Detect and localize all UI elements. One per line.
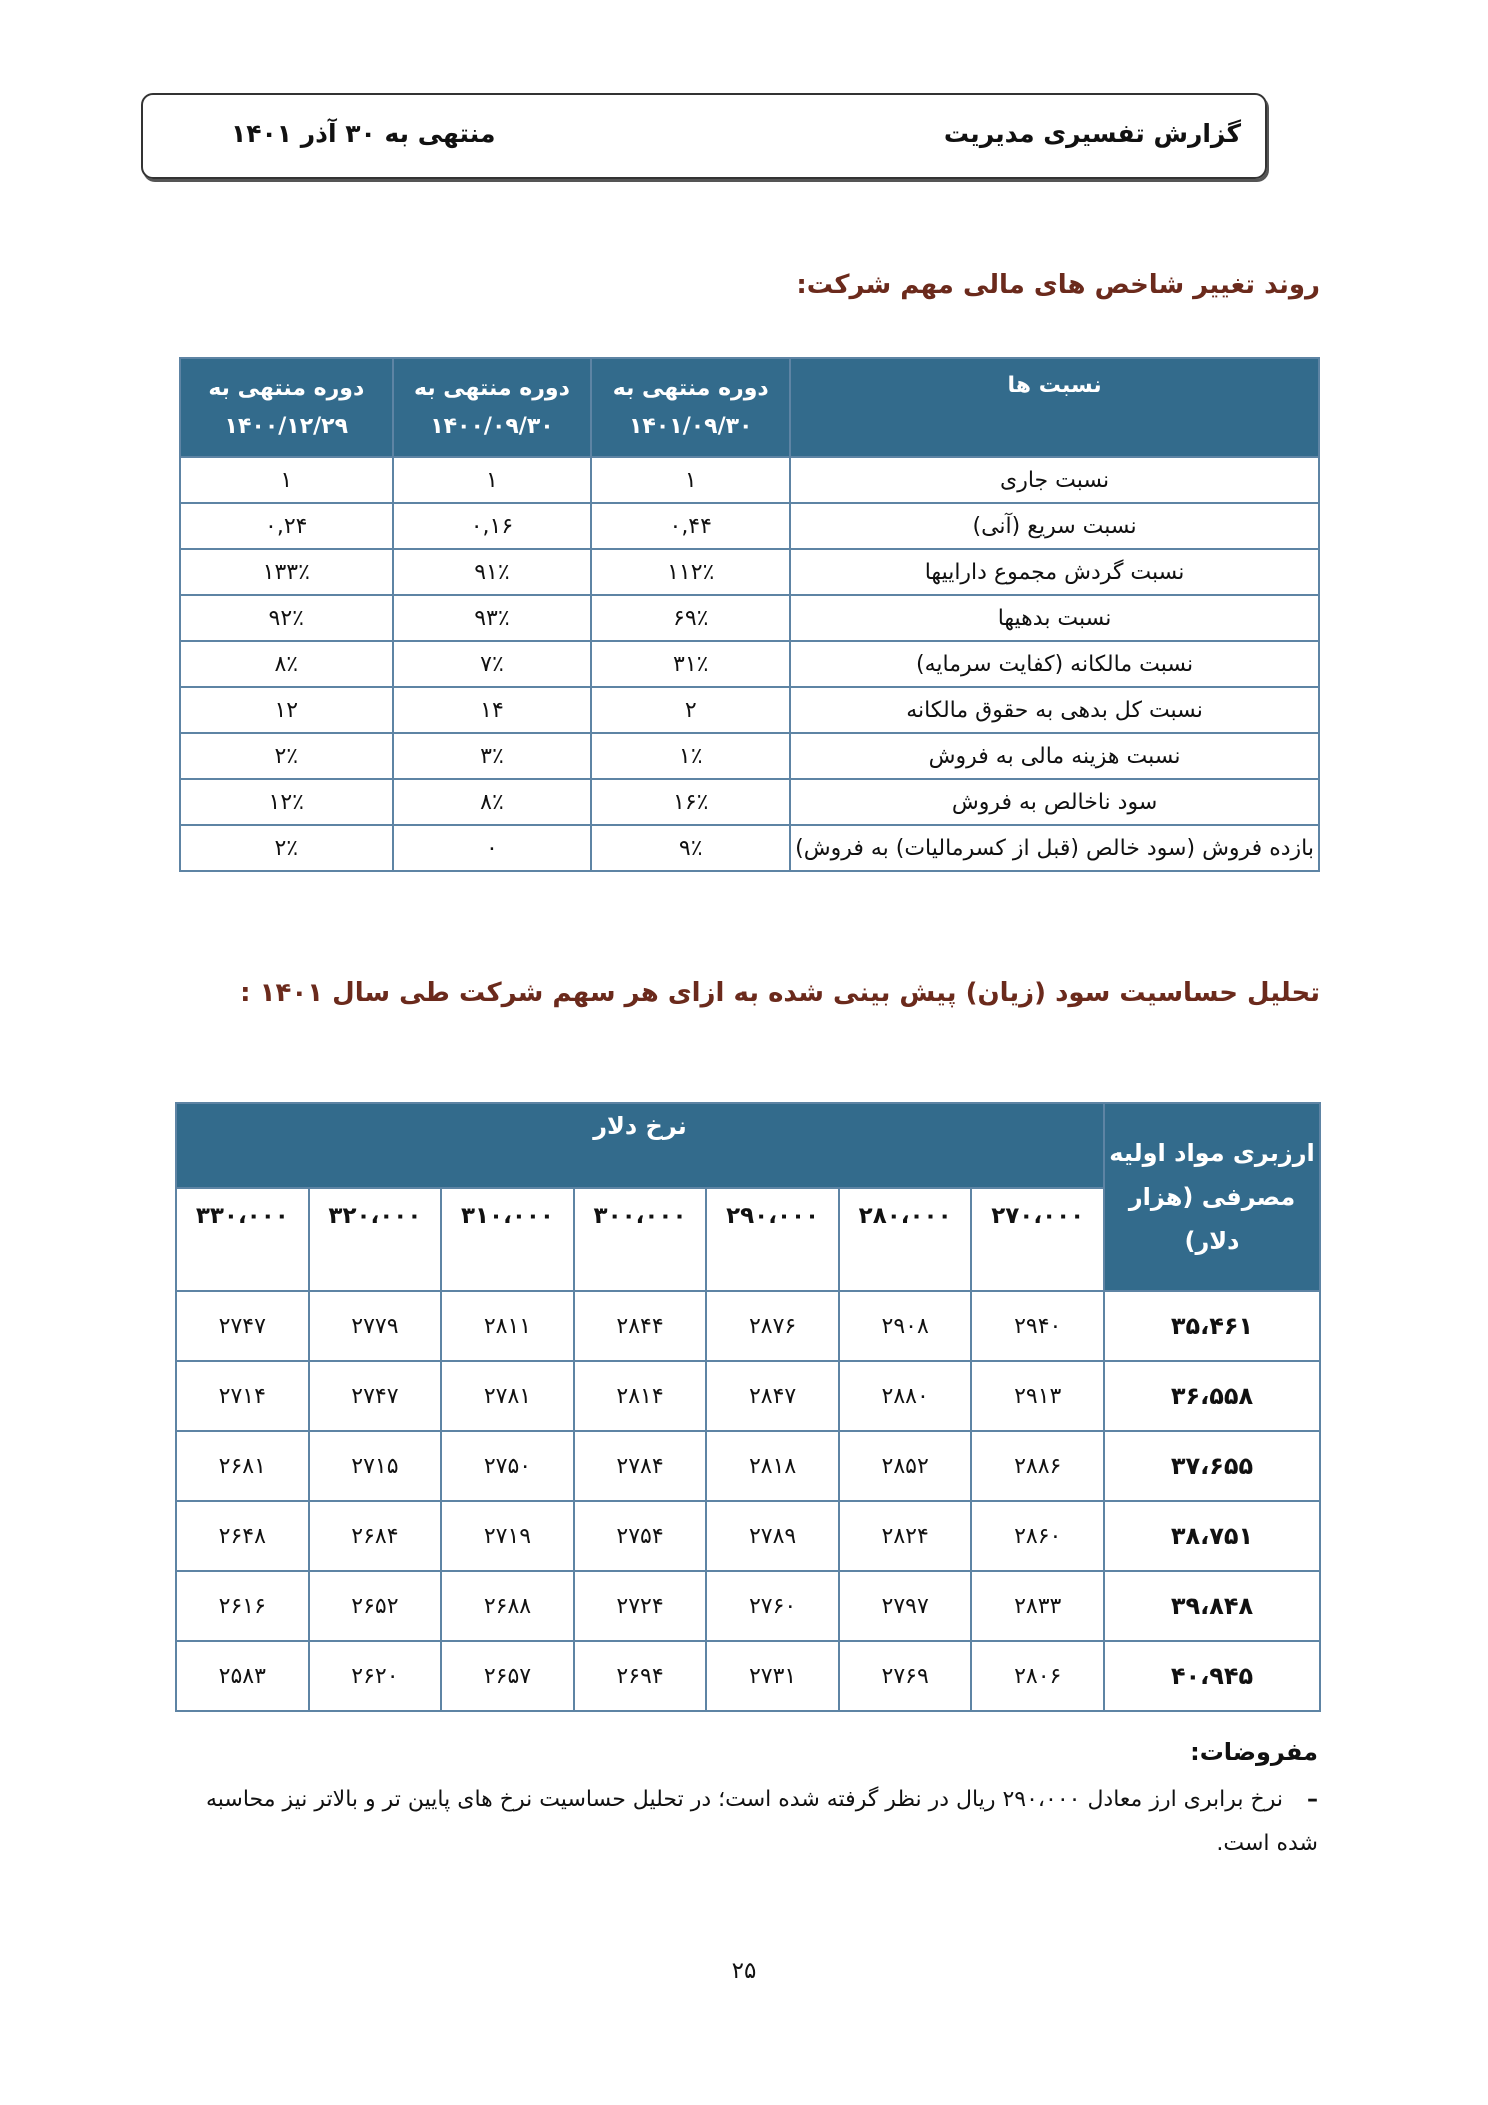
report-header (141, 93, 1267, 179)
ratios-table (179, 357, 1320, 872)
ratio-value: ۲ (591, 687, 790, 733)
eps-value: ۲۶۵۲ (309, 1571, 442, 1641)
ratio-name: نسبت هزینه مالی به فروش (790, 733, 1319, 779)
ratio-value: ۶۹٪ (591, 595, 790, 641)
sensitivity-title: تحلیل حساسیت سود (زیان) پیش بینی شده به ازای هر سهم شرکت طی سال ۱۴۰۱ : (240, 978, 1320, 1008)
table-row (180, 825, 1319, 871)
assumptions-title: مفروضات: (1190, 1738, 1318, 1766)
ratio-value: ۸٪ (393, 779, 592, 825)
ratio-name: نسبت کل بدهی به حقوق مالکانه (790, 687, 1319, 733)
table-row (176, 1641, 1320, 1711)
eps-value: ۲۶۸۸ (441, 1571, 574, 1641)
table-row (180, 641, 1319, 687)
ratio-name: نسبت سریع (آنی) (790, 503, 1319, 549)
ratios-title: روند تغییر شاخص های مالی مهم شرکت: (796, 270, 1320, 300)
col-header-1400-12: دوره منتهی به ۱۴۰۰/۱۲/۲۹ (180, 358, 393, 457)
table-row (180, 595, 1319, 641)
ratio-value: ۱۶٪ (591, 779, 790, 825)
material-value: ۴۰،۹۴۵ (1104, 1641, 1320, 1711)
ratio-name: نسبت گردش مجموع داراییها (790, 549, 1319, 595)
eps-value: ۲۸۱۸ (706, 1431, 839, 1501)
rate-column-header: ۲۹۰،۰۰۰ (706, 1188, 839, 1291)
ratio-value: ۱ (591, 457, 790, 503)
eps-value: ۲۸۱۱ (441, 1291, 574, 1361)
eps-value: ۲۷۵۴ (574, 1501, 707, 1571)
page-number: ۲۵ (731, 1958, 757, 1984)
table-row (180, 457, 1319, 503)
table-row (180, 687, 1319, 733)
eps-value: ۲۷۸۴ (574, 1431, 707, 1501)
ratio-value: ۷٪ (393, 641, 592, 687)
eps-value: ۲۹۴۰ (971, 1291, 1104, 1361)
eps-value: ۲۷۹۷ (839, 1571, 972, 1641)
report-period: منتهی به ۳۰ آذر ۱۴۰۱ (231, 119, 496, 148)
eps-value: ۲۷۲۴ (574, 1571, 707, 1641)
eps-value: ۲۷۱۴ (176, 1361, 309, 1431)
ratio-name: نسبت بدهیها (790, 595, 1319, 641)
eps-value: ۲۹۱۳ (971, 1361, 1104, 1431)
eps-value: ۲۶۲۰ (309, 1641, 442, 1711)
eps-value: ۲۷۴۷ (176, 1291, 309, 1361)
ratio-name: سود ناخالص به فروش (790, 779, 1319, 825)
eps-value: ۲۵۸۳ (176, 1641, 309, 1711)
ratio-value: ۸٪ (180, 641, 393, 687)
eps-value: ۲۷۸۹ (706, 1501, 839, 1571)
eps-value: ۲۸۲۴ (839, 1501, 972, 1571)
ratio-name: نسبت مالکانه (کفایت سرمایه) (790, 641, 1319, 687)
col-header-1400-09: دوره منتهی به ۱۴۰۰/۰۹/۳۰ (393, 358, 592, 457)
ratio-value: ۲٪ (180, 733, 393, 779)
ratio-name: بازده فروش (سود خالص (قبل از کسرمالیات) به فروش) (790, 825, 1319, 871)
ratio-value: ۱۲٪ (180, 779, 393, 825)
table-row (180, 549, 1319, 595)
col-header-1401: دوره منتهی به ۱۴۰۱/۰۹/۳۰ (591, 358, 790, 457)
dash-bullet: – (1307, 1787, 1318, 1812)
eps-value: ۲۸۴۷ (706, 1361, 839, 1431)
eps-value: ۲۶۵۷ (441, 1641, 574, 1711)
ratio-value: ۱۱۲٪ (591, 549, 790, 595)
rate-column-header: ۳۰۰،۰۰۰ (574, 1188, 707, 1291)
eps-value: ۲۷۶۹ (839, 1641, 972, 1711)
eps-value: ۲۶۸۴ (309, 1501, 442, 1571)
eps-value: ۲۶۹۴ (574, 1641, 707, 1711)
eps-value: ۲۸۳۳ (971, 1571, 1104, 1641)
sensitivity-table (175, 1102, 1321, 1712)
eps-value: ۲۷۴۷ (309, 1361, 442, 1431)
ratio-value: ۰,۱۶ (393, 503, 592, 549)
assumption-item: نرخ برابری ارز معادل ۲۹۰،۰۰۰ ریال در نظر گرفته شده است؛ در تحلیل حساسیت نرخ های پایین تر و بالاتر نیز محاسبه شده است. (205, 1787, 1318, 1856)
table-row (176, 1571, 1320, 1641)
material-value: ۳۸،۷۵۱ (1104, 1501, 1320, 1571)
ratio-value: ۱ (393, 457, 592, 503)
table-row (176, 1291, 1320, 1361)
material-value: ۳۶،۵۵۸ (1104, 1361, 1320, 1431)
ratio-value: ۰,۲۴ (180, 503, 393, 549)
material-value: ۳۷،۶۵۵ (1104, 1431, 1320, 1501)
ratio-value: ۰,۴۴ (591, 503, 790, 549)
eps-value: ۲۸۰۶ (971, 1641, 1104, 1711)
eps-value: ۲۶۸۱ (176, 1431, 309, 1501)
report-title: گزارش تفسیری مدیریت (943, 119, 1241, 148)
ratio-value: ۱٪ (591, 733, 790, 779)
ratio-value: ۲٪ (180, 825, 393, 871)
table-row (176, 1361, 1320, 1431)
eps-value: ۲۸۸۶ (971, 1431, 1104, 1501)
ratio-value: ۱۴ (393, 687, 592, 733)
rate-column-header: ۲۸۰،۰۰۰ (839, 1188, 972, 1291)
ratio-value: ۱۲ (180, 687, 393, 733)
ratio-value: ۱ (180, 457, 393, 503)
ratio-value: ۹٪ (591, 825, 790, 871)
table-row (176, 1501, 1320, 1571)
eps-value: ۲۶۴۸ (176, 1501, 309, 1571)
eps-value: ۲۷۳۱ (706, 1641, 839, 1711)
ratio-name: نسبت جاری (790, 457, 1319, 503)
eps-value: ۲۸۶۰ (971, 1501, 1104, 1571)
table-row (176, 1431, 1320, 1501)
material-header: ارزبری مواد اولیه مصرفی (هزار دلار) (1104, 1103, 1320, 1291)
ratio-value: ۹۳٪ (393, 595, 592, 641)
eps-value: ۲۸۸۰ (839, 1361, 972, 1431)
table-row (180, 779, 1319, 825)
eps-value: ۲۶۱۶ (176, 1571, 309, 1641)
ratio-value: ۰ (393, 825, 592, 871)
rate-column-header: ۲۷۰،۰۰۰ (971, 1188, 1104, 1291)
ratio-value: ۹۲٪ (180, 595, 393, 641)
table-row (180, 733, 1319, 779)
table-row (180, 503, 1319, 549)
eps-value: ۲۷۶۰ (706, 1571, 839, 1641)
eps-value: ۲۸۷۶ (706, 1291, 839, 1361)
rate-column-header: ۳۳۰،۰۰۰ (176, 1188, 309, 1291)
eps-value: ۲۸۵۲ (839, 1431, 972, 1501)
eps-value: ۲۹۰۸ (839, 1291, 972, 1361)
rate-column-header: ۳۱۰،۰۰۰ (441, 1188, 574, 1291)
ratio-value: ۳٪ (393, 733, 592, 779)
assumptions-text (168, 1778, 1318, 1866)
eps-value: ۲۷۵۰ (441, 1431, 574, 1501)
material-value: ۳۹،۸۴۸ (1104, 1571, 1320, 1641)
ratio-value: ۱۳۳٪ (180, 549, 393, 595)
eps-value: ۲۷۱۵ (309, 1431, 442, 1501)
eps-value: ۲۸۴۴ (574, 1291, 707, 1361)
ratio-value: ۳۱٪ (591, 641, 790, 687)
eps-value: ۲۷۱۹ (441, 1501, 574, 1571)
material-value: ۳۵،۴۶۱ (1104, 1291, 1320, 1361)
eps-value: ۲۷۸۱ (441, 1361, 574, 1431)
eps-value: ۲۸۱۴ (574, 1361, 707, 1431)
eps-value: ۲۷۷۹ (309, 1291, 442, 1361)
rate-column-header: ۳۲۰،۰۰۰ (309, 1188, 442, 1291)
ratio-value: ۹۱٪ (393, 549, 592, 595)
col-header-ratio: نسبت ها (790, 358, 1319, 457)
rate-header: نرخ دلار (176, 1103, 1104, 1188)
